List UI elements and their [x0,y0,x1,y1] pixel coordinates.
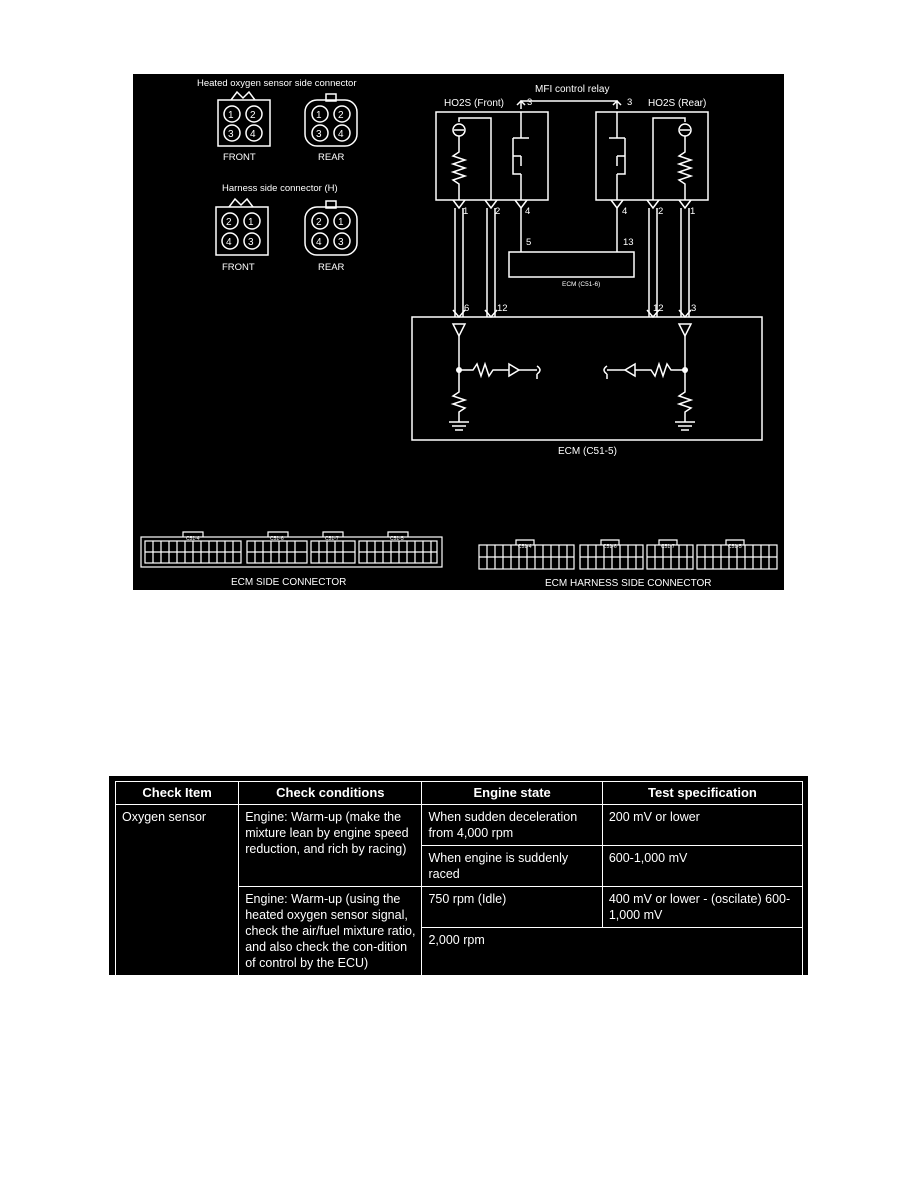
pin-label: 3 [228,129,234,140]
spec-cell: 400 mV or lower - (oscilate) 600-1,000 mV [602,887,802,928]
pin-label: 3 [627,97,633,108]
rear-label: REAR [318,262,345,273]
spec-cell: 600-1,000 mV [602,846,802,887]
header-engine-state: Engine state [422,782,602,805]
pin-label: 1 [228,110,234,121]
ho2s-front-label: HO2S (Front) [444,98,505,109]
pin-label: 3 [691,303,697,314]
harness-connector-rear [305,201,357,255]
pin-label: 13 [623,237,634,248]
pin-label: 2 [250,110,256,121]
pin-label: 4 [525,206,531,217]
engine-state-cell: 750 rpm (Idle) [422,887,602,928]
pin-label: 4 [226,237,232,248]
pin-label: 2 [658,206,664,217]
header-check-item: Check Item [116,782,239,805]
pin-label: 3 [316,129,322,140]
front-label: FRONT [222,262,255,273]
specification-table-panel [109,776,808,975]
pin-label: 12 [653,303,664,314]
connector-id: C51-7 [661,544,675,550]
pin-label: 4 [316,237,322,248]
pin-label: 3 [527,97,533,108]
header-test-specification: Test specification [602,782,802,805]
connector-id: C51-6 [603,544,617,550]
pin-label: 3 [338,237,344,248]
pin-label: 2 [316,217,322,228]
table-header-row [116,782,803,805]
sensor-connector-title: Heated oxygen sensor side connector [197,78,357,89]
engine-state-cell: When engine is suddenly raced [422,846,602,887]
condition-cell: Engine: Warm-up (using the heated oxygen sensor signal, check the air/fuel mixture ratio, and also check the con-dition of control by the ECU) [239,887,422,977]
pin-label: 12 [497,303,508,314]
spec-cell: 200 mV or lower [602,805,802,846]
pin-label: 2 [226,217,232,228]
harness-connector-title: Harness side connector (H) [222,183,338,194]
pin-label: 2 [495,206,501,217]
ecm-c515-label: ECM (C51-5) [558,446,617,457]
relay-label: MFI control relay [535,84,610,95]
ecm-side-connector-label: ECM SIDE CONNECTOR [231,577,347,588]
connector-id: C51-5 [728,544,742,550]
table-row [116,805,803,846]
check-item-cell: Oxygen sensor [116,805,239,977]
connector-id: C51-6 [270,536,284,542]
harness-connector-front [216,199,268,255]
ecm-harness-side-connector-label: ECM HARNESS SIDE CONNECTOR [545,578,712,589]
pin-label: 1 [316,110,322,121]
condition-cell: Engine: Warm-up (make the mixture lean by engine speed reduction, and rich by racing) [239,805,422,887]
pin-label: 4 [338,129,344,140]
junction-dot [682,367,688,373]
connector-id: C51-7 [325,536,339,542]
wiring-diagram [133,74,784,590]
pin-label: 5 [526,237,532,248]
ho2s-rear-label: HO2S (Rear) [648,98,707,109]
pin-label: 3 [248,237,254,248]
engine-state-cell: When sudden deceleration from 4,000 rpm [422,805,602,846]
pin-label: 4 [622,206,628,217]
pin-label: 6 [464,303,470,314]
sensor-connector-rear [305,94,357,146]
pin-label: 1 [248,217,254,228]
header-check-conditions: Check conditions [239,782,422,805]
pin-label: 1 [338,217,344,228]
sensor-connector-front [218,92,270,146]
pin-label: 1 [463,206,469,217]
rear-label: REAR [318,152,345,163]
specification-table [115,781,803,977]
connector-id: C51-4 [518,544,532,550]
ecm-c516-label: ECM (C51-6) [562,281,601,288]
pin-label: 2 [338,110,344,121]
junction-dot [456,367,462,373]
pin-label: 1 [690,206,696,217]
front-label: FRONT [223,152,256,163]
connector-id: C51-5 [390,536,404,542]
wiring-lines [412,101,762,440]
pin-label: 4 [250,129,256,140]
engine-state-cell: 2,000 rpm [422,928,803,977]
connector-id: C51-4 [186,536,200,542]
